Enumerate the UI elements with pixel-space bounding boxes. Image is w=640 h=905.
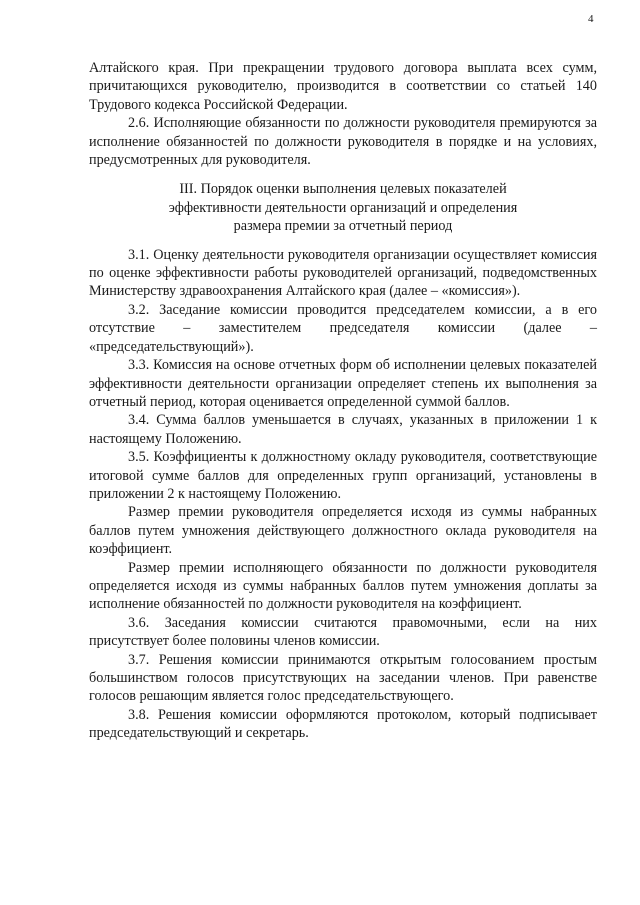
document-body: [89, 59, 597, 743]
paragraph-continuation: Алтайского края. При прекращении трудового договора выплата всех сумм, причитающихся руководителю, производится в соответствии со статьей 140 Трудового кодекса Российской Федерации.: [89, 60, 597, 113]
paragraph-3-3: 3.3. Комиссия на основе отчетных форм об исполнении целевых показателей эффективности деятельности организации определяет степень их выполнения за отчетный период, которая оценивается определенной суммой баллов.: [89, 357, 597, 410]
section-heading-line: III. Порядок оценки выполнения целевых показателей: [179, 181, 507, 198]
paragraph-bonus-acting-manager: Размер премии исполняющего обязанности по должности руководителя определяется исходя из суммы набранных баллов путем умножения доплаты за исполнение обязанностей по должности руководителя на коэффициент.: [89, 559, 597, 613]
section-heading: [89, 180, 597, 235]
paragraph-2-6: 2.6. Исполняющие обязанности по должности руководителя премируются за исполнение обязанностей по должности руководителя в порядке и на условиях, предусмотренных для руководителя.: [89, 115, 597, 169]
paragraph-3-7: 3.7. Решения комиссии принимаются открытым голосованием простым большинством голосов присутствующих на заседании членов. При равенстве голосов решающим является голос председательствующего.: [89, 651, 597, 705]
paragraph-3-4: 3.4. Сумма баллов уменьшается в случаях, указанных в приложении 1 к настоящему Положению.: [89, 412, 597, 447]
page-number: 4: [588, 13, 594, 25]
paragraph-3-6: 3.6. Заседания комиссии считаются правомочными, если на них присутствует более половины членов комиссии.: [89, 614, 597, 650]
paragraph-3-5: 3.5. Коэффициенты к должностному окладу руководителя, соответствующие итоговой сумме баллов для определенных групп организаций, установлены в приложении 2 к настоящему Положению.: [89, 449, 597, 502]
section-heading-line: эффективности деятельности организаций и определения: [168, 199, 518, 216]
paragraph-3-1: 3.1. Оценку деятельности руководителя организации осуществляет комиссия по оценке эффективности работы руководителей организаций, подведомственных Министерству здравоохранения Алтайского края (далее – «комиссия»).: [89, 246, 597, 300]
paragraph-3-2: 3.2. Заседание комиссии проводится председателем комиссии, а в его отсутствие – заместителем председателя комиссии (далее – «председательствующий»).: [89, 301, 597, 355]
section-heading-line: размера премии за отчетный период: [233, 218, 453, 235]
paragraph-bonus-manager: Размер премии руководителя определяется исходя из суммы набранных баллов путем умножения действующего должностного оклада руководителя на коэффициент.: [89, 504, 597, 558]
paragraph-3-8: 3.8. Решения комиссии оформляются протоколом, который подписывает председательствующий и секретарь.: [89, 706, 597, 742]
